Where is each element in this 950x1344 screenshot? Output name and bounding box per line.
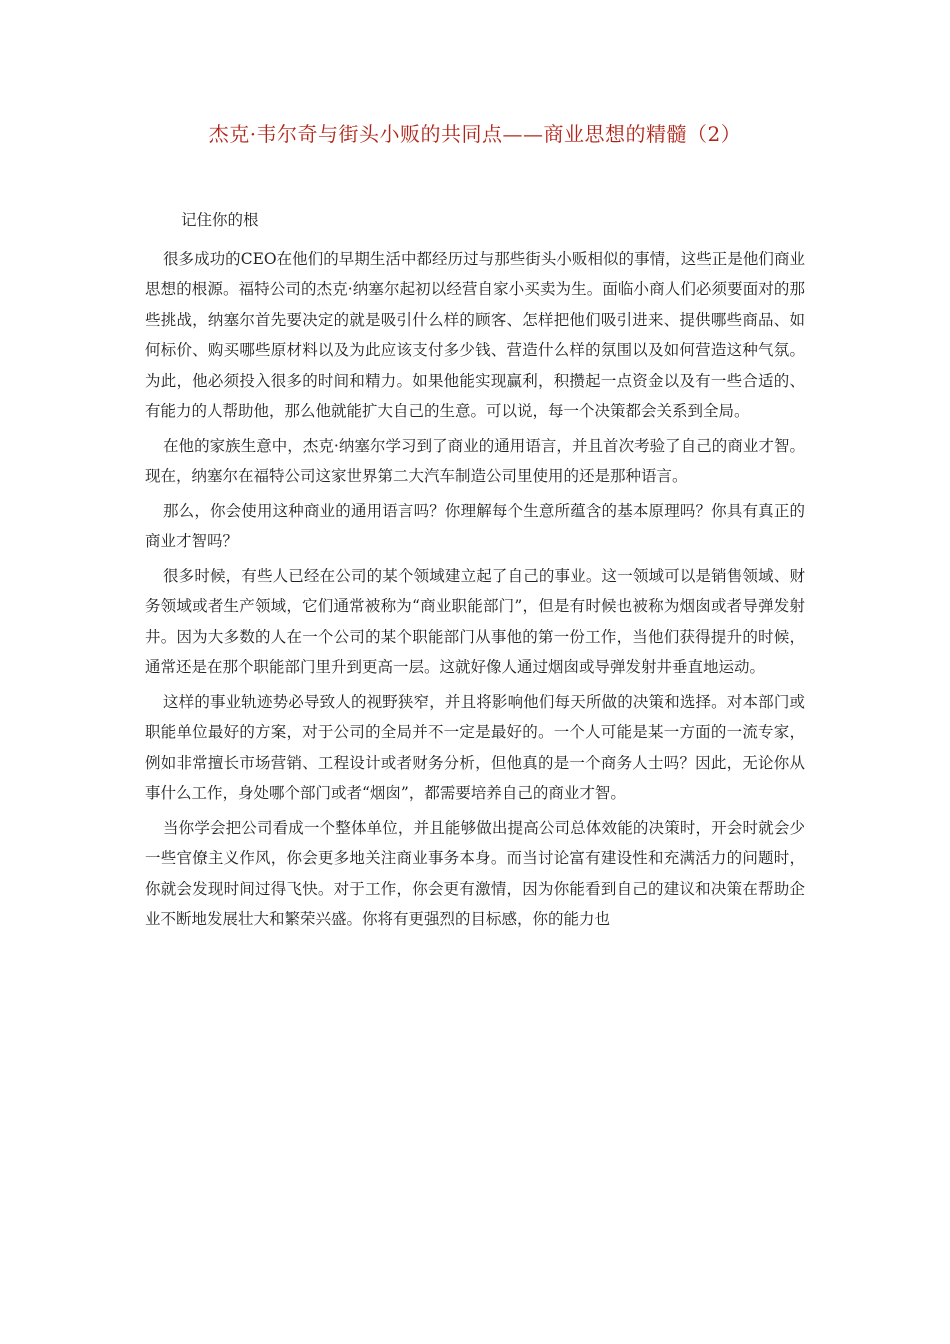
paragraph: 那么，你会使用这种商业的通用语言吗？你理解每个生意所蕴含的基本原理吗？你具有真正的商业才智吗？ [145,501,805,550]
section-heading: 记住你的根 [181,211,259,229]
document-title: 杰克·韦尔奇与街头小贩的共同点——商业思想的精髓（2） [208,122,742,146]
paragraph: 这样的事业轨迹势必导致人的视野狭窄，并且将影响他们每天所做的决策和选择。对本部门或职能单位最好的方案，对于公司的全局并不一定是最好的。一个人可能是某一方面的一流专家，例如非常擅长市场营销、工程设计或者财务分析，但他真的是一个商务人士吗？因此，无论你从事什么工作，身处哪个部门或者“烟囱”，都需要培养自己的商业才智。 [145,692,805,802]
paragraph: 很多成功的CEO在他们的早期生活中都经历过与那些街头小贩相似的事情，这些正是他们商业思想的根源。福特公司的杰克·纳塞尔起初以经营自家小买卖为生。面临小商人们必须要面对的那些挑战，纳塞尔首先要决定的就是吸引什么样的顾客、怎样把他们吸引进来、提供哪些商品、如何标价、购买哪些原材料以及为此应该支付多少钱、营造什么样的氛围以及如何营造这种气氛。为此，他必须投入很多的时间和精力。如果他能实现赢利，积攒起一点资金以及有一些合适的、有能力的人帮助他，那么他就能扩大自己的生意。可以说，每一个决策都会关系到全局。 [145,249,805,420]
paragraph: 很多时候，有些人已经在公司的某个领域建立起了自己的事业。这一领域可以是销售领域、财务领域或者生产领域，它们通常被称为“商业职能部门”，但是有时候也被称为烟囱或者导弹发射井。因为大多数的人在一个公司的某个职能部门从事他的第一份工作，当他们获得提升的时候，通常还是在那个职能部门里升到更高一层。这就好像人通过烟囱或导弹发射井垂直地运动。 [145,566,805,676]
document-body [145,205,805,939]
paragraph: 当你学会把公司看成一个整体单位，并且能够做出提高公司总体效能的决策时，开会时就会少一些官僚主义作风，你会更多地关注商业事务本身。而当讨论富有建设性和充满活力的问题时，你就会发现时间过得飞快。对于工作，你会更有激情，因为你能看到自己的建议和决策在帮助企业不断地发展壮大和繁荣兴盛。你将有更强烈的目标感，你的能力也 [145,818,805,928]
paragraph: 在他的家族生意中，杰克·纳塞尔学习到了商业的通用语言，并且首次考验了自己的商业才智。现在，纳塞尔在福特公司这家世界第二大汽车制造公司里使用的还是那种语言。 [145,436,805,485]
